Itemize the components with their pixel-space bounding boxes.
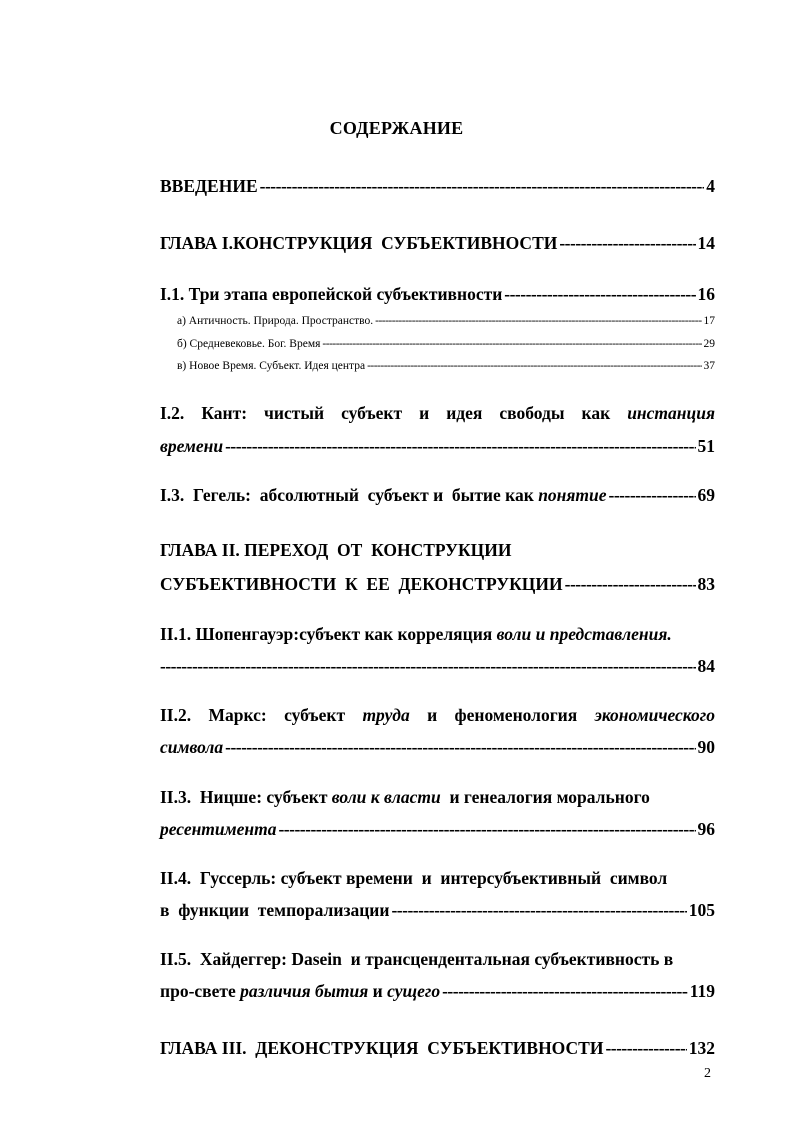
- dot-leader: [225, 436, 695, 457]
- dot-leader: [605, 1038, 686, 1059]
- toc-entry-label: ВВЕДЕНИЕ: [160, 176, 258, 196]
- toc-page-number: 17: [703, 315, 715, 327]
- dot-leader: [160, 656, 696, 677]
- toc-entry-1-1-b[interactable]: [177, 338, 715, 350]
- dot-leader: [278, 819, 695, 840]
- toc-page-number: 132: [688, 1038, 715, 1058]
- toc-entry-2-1-line2[interactable]: [160, 656, 715, 677]
- dot-leader: [609, 485, 696, 506]
- toc-word: и: [427, 705, 438, 725]
- toc-entry-1-1-c[interactable]: [177, 360, 715, 372]
- toc-page-number: 29: [703, 338, 715, 350]
- toc-word: и: [419, 403, 430, 423]
- toc-entry-chapter-3[interactable]: [160, 1038, 715, 1059]
- toc-label-text: и: [368, 981, 388, 1001]
- toc-word: как: [581, 403, 611, 423]
- dot-leader: [565, 574, 696, 595]
- page-number: 2: [704, 1066, 711, 1081]
- toc-entry-1-1-a[interactable]: [177, 315, 715, 327]
- toc-entry-label: ГЛАВА III. ДЕКОНСТРУКЦИЯ СУБЪЕКТИВНОСТИ: [160, 1038, 604, 1058]
- toc-word: I.2.: [160, 403, 185, 423]
- toc-page-number: 105: [688, 900, 715, 920]
- dot-leader: [322, 338, 701, 350]
- toc-word: субъект: [284, 705, 346, 725]
- toc-word-italic: инстанция: [627, 403, 715, 423]
- toc-entry-label: [160, 981, 440, 1002]
- toc-entry-chapter-1[interactable]: [160, 233, 715, 254]
- toc-entry-label: ГЛАВА I.КОНСТРУКЦИЯ СУБЪЕКТИВНОСТИ: [160, 233, 558, 253]
- toc-entry-label: [160, 485, 607, 506]
- toc-entry-intro[interactable]: [160, 176, 715, 197]
- toc-entry-2-4-line1[interactable]: [160, 868, 715, 889]
- toc-label-text: I.3. Гегель: абсолютный субъект и бытие как: [160, 485, 539, 505]
- toc-word: Кант:: [201, 403, 248, 423]
- toc-entry-label: ГЛАВА II. ПЕРЕХОД ОТ КОНСТРУКЦИИ: [160, 540, 512, 560]
- dot-leader: [260, 176, 705, 197]
- toc-entry-label: ресентимента: [160, 819, 277, 839]
- toc-entry-label: [160, 624, 672, 645]
- toc-entry-label: времени: [160, 436, 224, 456]
- toc-label-italic: различия бытия: [240, 981, 369, 1001]
- toc-page-number: 69: [697, 485, 715, 505]
- toc-entry-label: СУБЪЕКТИВНОСТИ К ЕЕ ДЕКОНСТРУКЦИИ: [160, 574, 563, 594]
- toc-label-italic: понятие: [538, 485, 607, 505]
- toc-label-text: II.1. Шопенгауэр:субъект как корреляция: [160, 624, 497, 644]
- toc-page-number: 51: [697, 436, 715, 456]
- toc-page-number: 37: [703, 360, 715, 372]
- toc-page-number: 83: [697, 574, 715, 594]
- toc-page-number: 4: [706, 176, 715, 196]
- toc-entry-2-2-line2[interactable]: [160, 737, 715, 758]
- page-title: СОДЕРЖАНИЕ: [329, 118, 464, 138]
- toc-entry-label: I.1. Три этапа европейской субъективности: [160, 284, 503, 304]
- toc-entry-label: II.5. Хайдеггер: Dasein и трансцендентальная субъективность в: [160, 949, 674, 969]
- toc-page-number: 14: [697, 233, 715, 253]
- toc-entry-label: символа: [160, 737, 224, 757]
- dot-leader: [225, 737, 695, 758]
- toc-entry-label: II.4. Гуссерль: субъект времени и интерсубъективный символ: [160, 868, 668, 888]
- toc-word: свободы: [499, 403, 565, 423]
- dot-leader: [504, 284, 695, 305]
- toc-word-italic: экономического: [594, 705, 715, 725]
- toc-word: феноменология: [454, 705, 578, 725]
- toc-entry-1-1[interactable]: [160, 284, 715, 305]
- toc-page-number: 90: [697, 737, 715, 757]
- toc-entry-2-3-line2[interactable]: [160, 819, 715, 840]
- toc-entry-label: в) Новое Время. Субъект. Идея центра: [177, 360, 366, 372]
- toc-page-number: 96: [697, 819, 715, 839]
- toc-entry-chapter-2-line1[interactable]: [160, 540, 540, 561]
- toc-entry-2-5-line2[interactable]: [160, 981, 715, 1002]
- toc-entry-label: б) Средневековье. Бог. Время: [177, 338, 321, 350]
- toc-word: Маркс:: [208, 705, 267, 725]
- toc-label-text: про-свете: [160, 981, 241, 1001]
- toc-word: субъект: [341, 403, 403, 423]
- toc-word: идея: [446, 403, 483, 423]
- toc-page-number: 84: [697, 656, 715, 676]
- toc-page-number: 119: [689, 981, 715, 1001]
- toc-entry-label: а) Античность. Природа. Пространство.: [177, 315, 374, 327]
- toc-entry-2-5-line1[interactable]: [160, 949, 715, 970]
- toc-entry-1-2-line1[interactable]: [160, 403, 715, 424]
- toc-entry-2-4-line2[interactable]: [160, 900, 715, 921]
- toc-label-text: II.3. Ницше: субъект: [160, 787, 332, 807]
- dot-leader: [559, 233, 695, 254]
- toc-word: чистый: [264, 403, 325, 423]
- toc-word: II.2.: [160, 705, 192, 725]
- toc-entry-2-2-line1[interactable]: [160, 705, 715, 726]
- toc-entry-1-2-line2[interactable]: [160, 436, 715, 457]
- toc-entry-label: в функции темпорализации: [160, 900, 390, 920]
- toc-label-italic: воли к власти: [331, 787, 441, 807]
- toc-label-text: и генеалогия морального: [440, 787, 650, 807]
- dot-leader: [375, 315, 701, 327]
- toc-word-italic: труда: [362, 705, 410, 725]
- toc-entry-label: [160, 787, 650, 808]
- toc-entry-2-1-line1[interactable]: [160, 624, 715, 645]
- toc-label-italic: воли и представления.: [496, 624, 672, 644]
- dot-leader: [367, 360, 701, 372]
- toc-entry-1-3[interactable]: [160, 485, 715, 506]
- toc-page-number: 16: [697, 284, 715, 304]
- toc-entry-chapter-2-line2[interactable]: [160, 574, 715, 595]
- toc-entry-2-3-line1[interactable]: [160, 787, 715, 808]
- dot-leader: [391, 900, 686, 921]
- dot-leader: [442, 981, 688, 1002]
- toc-label-italic: сущего: [387, 981, 441, 1001]
